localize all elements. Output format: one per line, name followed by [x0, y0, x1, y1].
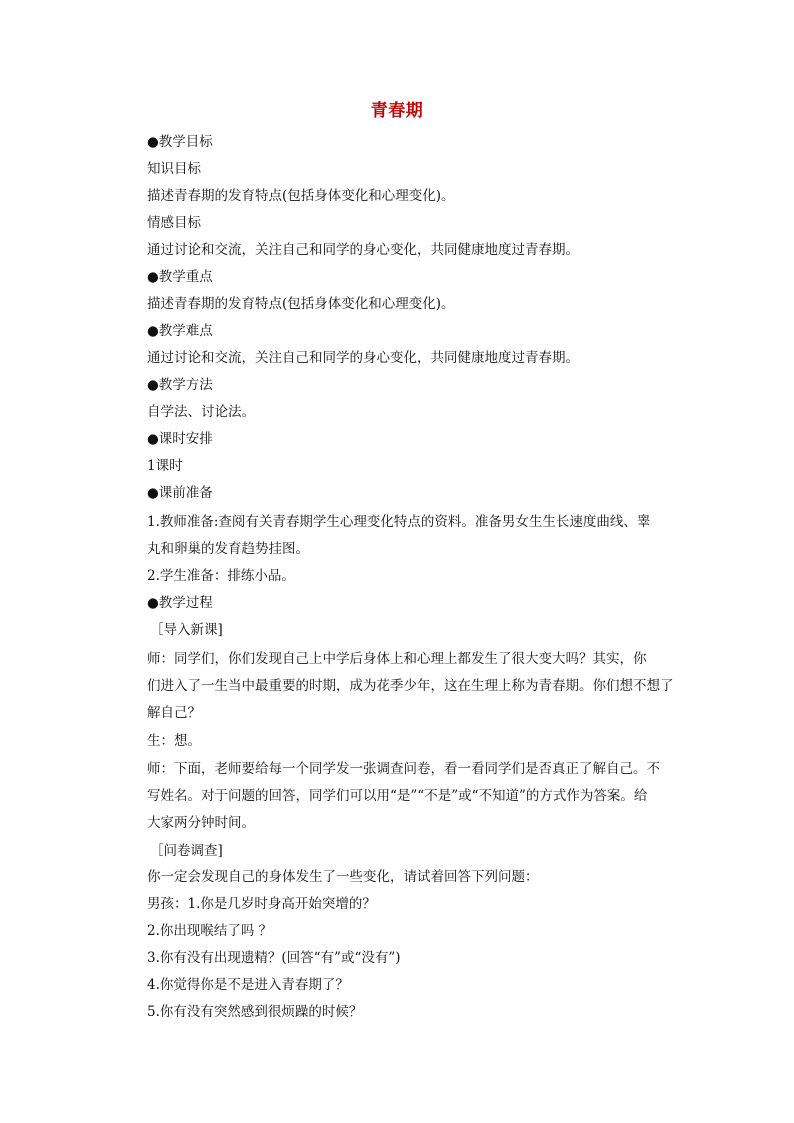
paragraph-text: 通过讨论和交流，关注自己和同学的身心变化，共同健康地度过青春期。 — [147, 350, 579, 366]
survey-question: 男孩：1.你是几岁时身高开始突增的？ — [147, 896, 376, 912]
paragraph-text: 描述青春期的发育特点(包括身体变化和心理变化)。 — [147, 188, 455, 204]
paragraph-text: 描述青春期的发育特点(包括身体变化和心理变化)。 — [147, 296, 455, 312]
paragraph-text: 通过讨论和交流，关注自己和同学的身心变化，共同健康地度过青春期。 — [147, 242, 579, 258]
paragraph-text: 写姓名。对于问题的回答，同学们可以用“是”“不是”或“不知道”的方式作为答案。给 — [147, 788, 648, 804]
paragraph-text: 2.学生准备：排练小品。 — [147, 568, 295, 584]
heading-difficulties: ●教学难点 — [147, 323, 213, 339]
paragraph-text: 1.教师准备:查阅有关青春期学生心理变化特点的资料。准备男女生生长速度曲线、睾 — [147, 514, 651, 530]
subheading-knowledge-goals: 知识目标 — [147, 161, 201, 177]
paragraph-text: 生：想。 — [147, 733, 201, 749]
heading-schedule: ●课时安排 — [147, 431, 213, 447]
paragraph-text: 大家两分钟时间。 — [147, 815, 255, 831]
paragraph-text: 你一定会发现自己的身体发生了一些变化，请试着回答下列问题： — [147, 869, 539, 885]
paragraph-text: 师：同学们，你们发现自己上中学后身体上和心理上都发生了很大变大吗？其实，你 — [147, 651, 647, 667]
paragraph-text: 师：下面，老师要给每一个同学发一张调查问卷，看一看同学们是否真正了解自己。不 — [147, 761, 660, 777]
survey-question: 4.你觉得你是不是进入青春期了？ — [147, 977, 349, 993]
paragraph-text: 丸和卵巢的发育趋势挂图。 — [147, 541, 309, 557]
subheading-emotion-goals: 情感目标 — [147, 215, 201, 231]
heading-teaching-goals: ●教学目标 — [147, 134, 213, 150]
survey-question: 2.你出现喉结了吗 ？ — [147, 923, 273, 939]
survey-question: 5.你有没有突然感到很烦躁的时候？ — [147, 1004, 363, 1020]
paragraph-text: 们进入了一生当中最重要的时期，成为花季少年，这在生理上称为青春期。你们想不想了 — [147, 678, 674, 694]
paragraph-text: 自学法、讨论法。 — [147, 404, 255, 420]
heading-methods: ●教学方法 — [147, 377, 213, 393]
paragraph-text: 1课时 — [147, 458, 183, 474]
heading-process: ●教学过程 — [147, 595, 213, 611]
heading-key-points: ●教学重点 — [147, 269, 213, 285]
section-label-intro: ［导入新课] — [150, 622, 223, 638]
heading-preparation: ●课前准备 — [147, 485, 213, 501]
document-title: 青春期 — [370, 101, 424, 121]
survey-question: 3.你有没有出现遗精？(回答“有”或“没有”) — [147, 950, 401, 966]
paragraph-text: 解自己？ — [147, 705, 201, 721]
section-label-survey: ［问卷调查] — [150, 843, 223, 859]
